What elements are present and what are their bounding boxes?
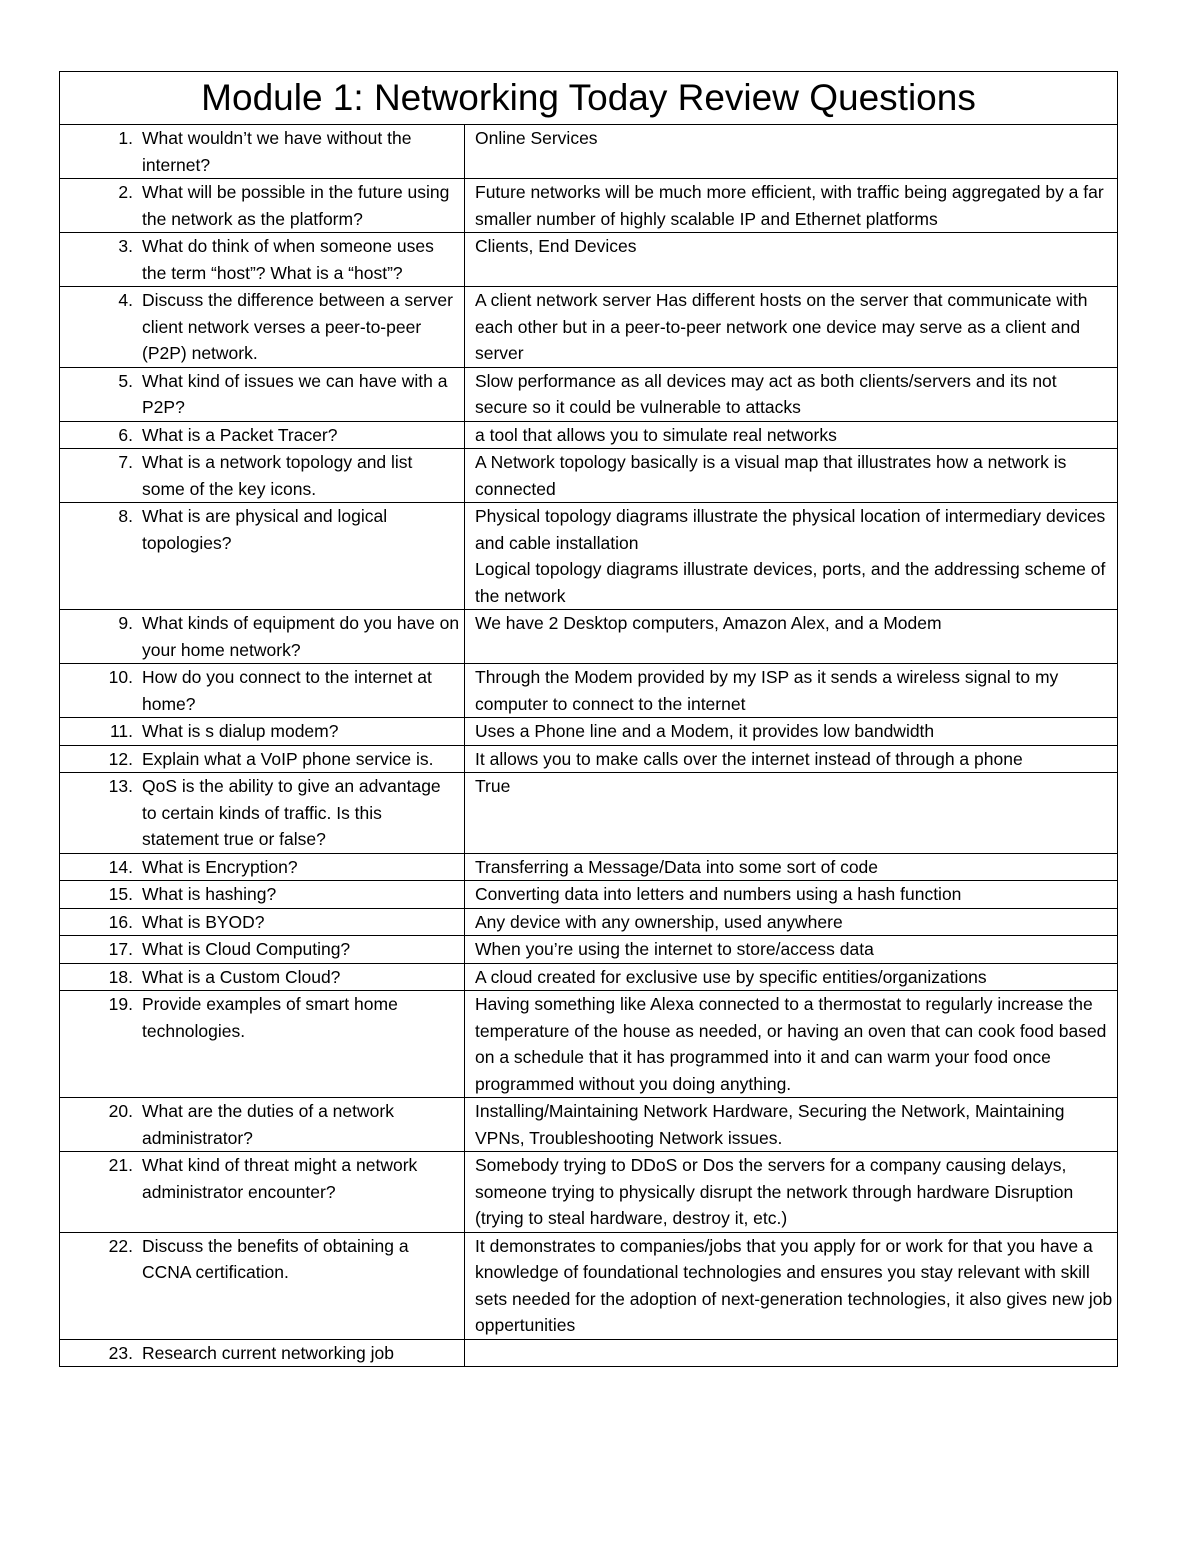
answer-text: Converting data into letters and numbers using a hash function (475, 884, 962, 904)
answer-cell (465, 853, 1118, 881)
question-text: What is a network topology and list some of the key icons. (142, 452, 413, 499)
question-row (60, 908, 1118, 936)
question-text: What is a Packet Tracer? (142, 424, 338, 445)
question-number: 7. (118, 452, 133, 472)
question-content (60, 881, 464, 908)
question-text: What are the duties of a network administrator? (142, 1101, 394, 1148)
question-cell (60, 233, 465, 287)
question-row (60, 449, 1118, 503)
question-cell (60, 179, 465, 233)
question-row (60, 233, 1118, 287)
question-text: What wouldn’t we have without the internet? (142, 128, 412, 175)
table-body (60, 72, 1118, 1367)
answer-text: Physical topology diagrams illustrate the physical location of intermediary devices and cable installation (475, 506, 1106, 553)
question-number: 20. (108, 1101, 133, 1121)
question-cell (60, 1098, 465, 1152)
answer-cell (465, 936, 1118, 964)
question-number: 13. (108, 776, 133, 796)
question-number: 10. (108, 667, 133, 687)
question-content (60, 773, 464, 853)
question-text: What is Encryption? (142, 856, 298, 877)
question-content (60, 422, 464, 449)
question-row (60, 963, 1118, 991)
question-cell (60, 936, 465, 964)
answer-cell (465, 1098, 1118, 1152)
answer-cell (465, 1152, 1118, 1233)
question-content (60, 909, 464, 936)
question-row (60, 718, 1118, 746)
answer-cell (465, 881, 1118, 909)
question-number: 17. (108, 939, 133, 959)
question-number: 11. (109, 721, 133, 741)
question-number: 21. (108, 1155, 133, 1175)
question-text: Research current networking job (142, 1342, 394, 1363)
answer-cell (465, 179, 1118, 233)
answer-cell (465, 233, 1118, 287)
question-row (60, 287, 1118, 368)
question-number: 6. (118, 424, 133, 445)
question-content (60, 233, 464, 286)
question-row (60, 991, 1118, 1098)
question-text: Explain what a VoIP phone service is. (142, 748, 434, 769)
question-row (60, 503, 1118, 610)
answer-cell (465, 773, 1118, 854)
question-cell (60, 421, 465, 449)
question-text: What is s dialup modem? (142, 721, 339, 741)
question-cell (60, 449, 465, 503)
question-content (60, 1098, 464, 1151)
question-number: 3. (118, 236, 133, 256)
answer-cell (465, 287, 1118, 368)
answer-text: Future networks will be much more efficient, with traffic being aggregated by a far smaller number of highly scalable IP and Ethernet platforms (475, 182, 1104, 229)
question-row (60, 610, 1118, 664)
question-row (60, 1339, 1118, 1367)
question-content (60, 718, 464, 745)
question-number: 23. (108, 1342, 133, 1363)
question-row (60, 936, 1118, 964)
question-text: What is are physical and logical topologies? (142, 506, 388, 553)
answer-cell (465, 664, 1118, 718)
question-cell (60, 853, 465, 881)
question-cell (60, 908, 465, 936)
question-cell (60, 367, 465, 421)
answer-text: Clients, End Devices (475, 236, 637, 256)
answer-text: Somebody trying to DDoS or Dos the servers for a company causing delays, someone trying to physically disrupt the network through hardware Disruption (trying to steal hardware, destroy it, etc.) (475, 1155, 1074, 1228)
answer-cell (465, 1339, 1118, 1367)
question-cell (60, 881, 465, 909)
question-number: 15. (108, 884, 133, 904)
question-cell (60, 1152, 465, 1233)
answer-cell (465, 367, 1118, 421)
question-content (60, 503, 464, 556)
page-title: Module 1: Networking Today Review Questions (60, 72, 1118, 125)
question-text: What will be possible in the future using the network as the platform? (142, 182, 450, 229)
question-content (60, 1152, 464, 1205)
question-number: 4. (118, 290, 133, 310)
question-content (60, 368, 464, 421)
answer-text: When you’re using the internet to store/access data (475, 939, 874, 959)
question-text: What is a Custom Cloud? (142, 966, 341, 987)
question-row (60, 853, 1118, 881)
answer-cell (465, 449, 1118, 503)
question-row (60, 664, 1118, 718)
answer-cell (465, 908, 1118, 936)
question-text: What is Cloud Computing? (142, 939, 351, 959)
answer-text: Uses a Phone line and a Modem, it provides low bandwidth (475, 721, 935, 741)
question-number: 22. (108, 1235, 133, 1256)
question-row (60, 881, 1118, 909)
question-number: 16. (108, 911, 133, 932)
question-row (60, 745, 1118, 773)
question-row (60, 773, 1118, 854)
question-text: What do think of when someone uses the term “host”? What is a “host”? (142, 236, 434, 283)
question-cell (60, 718, 465, 746)
answer-text: a tool that allows you to simulate real networks (475, 424, 837, 445)
question-cell (60, 963, 465, 991)
answer-text: Online Services (475, 128, 598, 148)
answer-text: Through the Modem provided by my ISP as it sends a wireless signal to my computer to connect to the internet (475, 667, 1059, 714)
question-content (60, 664, 464, 717)
answer-text: We have 2 Desktop computers, Amazon Alex, and a Modem (475, 613, 942, 633)
answer-text: A client network server Has different hosts on the server that communicate with each other but in a peer-to-peer network one device may serve as a client and server (475, 290, 1088, 363)
question-row (60, 125, 1118, 179)
answer-text: Slow performance as all devices may act as both clients/servers and its not secure so it could be vulnerable to attacks (475, 370, 1057, 417)
question-number: 9. (118, 613, 133, 633)
question-row (60, 421, 1118, 449)
question-content (60, 854, 464, 881)
answer-text: Logical topology diagrams illustrate devices, ports, and the addressing scheme of the network (475, 559, 1106, 606)
answer-text: Having something like Alexa connected to a thermostat to regularly increase the temperature of the house as needed, or having an oven that can cook food based on a schedule that it has programmed into it and can warm your food once programmed without you doing anything. (475, 994, 1107, 1094)
answer-text: Transferring a Message/Data into some sort of code (475, 856, 879, 877)
answer-text: It demonstrates to companies/jobs that you apply for or work for that you have a knowledge of foundational technologies and ensures you stay relevant with skill sets needed for the adoption of next-generation technologies, it also gives new job oppertunities (475, 1235, 1113, 1335)
question-number: 12. (108, 748, 133, 769)
review-questions-table (59, 71, 1118, 1367)
answer-text: It allows you to make calls over the internet instead of through a phone (475, 748, 1023, 769)
question-text: QoS is the ability to give an advantage to certain kinds of traffic. Is this statement true or false? (142, 776, 441, 849)
question-text: What is hashing? (142, 884, 277, 904)
question-cell (60, 745, 465, 773)
question-number: 18. (108, 966, 133, 987)
answer-text: A cloud created for exclusive use by specific entities/organizations (475, 966, 987, 987)
question-cell (60, 991, 465, 1098)
question-row (60, 1098, 1118, 1152)
answer-cell (465, 503, 1118, 610)
answer-cell (465, 745, 1118, 773)
question-content (60, 179, 464, 232)
question-number: 5. (118, 370, 133, 391)
question-cell (60, 664, 465, 718)
question-number: 1. (118, 128, 133, 148)
question-row (60, 1232, 1118, 1339)
question-row (60, 367, 1118, 421)
question-cell (60, 1339, 465, 1367)
question-content (60, 610, 464, 663)
question-content (60, 936, 464, 963)
question-number: 2. (118, 182, 133, 202)
question-content (60, 1340, 464, 1367)
question-number: 14. (108, 856, 133, 877)
question-text: Discuss the benefits of obtaining a CCNA certification. (142, 1235, 409, 1282)
answer-cell (465, 610, 1118, 664)
answer-text: Installing/Maintaining Network Hardware, Securing the Network, Maintaining VPNs, Troubleshooting Network issues. (475, 1101, 1065, 1148)
question-content (60, 125, 464, 178)
question-cell (60, 1232, 465, 1339)
question-cell (60, 125, 465, 179)
answer-cell (465, 421, 1118, 449)
question-text: Discuss the difference between a server client network verses a peer-to-peer (P2P) network. (142, 290, 453, 363)
question-content (60, 991, 464, 1044)
answer-cell (465, 125, 1118, 179)
answer-text: Any device with any ownership, used anywhere (475, 911, 843, 932)
question-content (60, 1233, 464, 1286)
answer-text: True (475, 776, 511, 796)
title-row (60, 72, 1118, 125)
question-content (60, 964, 464, 991)
question-text: What kind of issues we can have with a P2P? (142, 370, 448, 417)
question-cell (60, 287, 465, 368)
answer-cell (465, 1232, 1118, 1339)
answer-cell (465, 963, 1118, 991)
question-cell (60, 773, 465, 854)
question-text: What is BYOD? (142, 911, 265, 932)
question-content (60, 746, 464, 773)
question-number: 8. (118, 506, 133, 526)
question-content (60, 449, 464, 502)
answer-cell (465, 991, 1118, 1098)
question-text: What kinds of equipment do you have on your home network? (142, 613, 460, 660)
question-text: What kind of threat might a network administrator encounter? (142, 1155, 418, 1202)
question-cell (60, 610, 465, 664)
question-text: How do you connect to the internet at home? (142, 667, 432, 714)
question-row (60, 179, 1118, 233)
question-cell (60, 503, 465, 610)
question-text: Provide examples of smart home technologies. (142, 994, 398, 1041)
question-number: 19. (108, 994, 133, 1014)
question-content (60, 287, 464, 367)
question-row (60, 1152, 1118, 1233)
answer-text (475, 1340, 1113, 1367)
answer-text: A Network topology basically is a visual map that illustrates how a network is connected (475, 452, 1067, 499)
answer-cell (465, 718, 1118, 746)
